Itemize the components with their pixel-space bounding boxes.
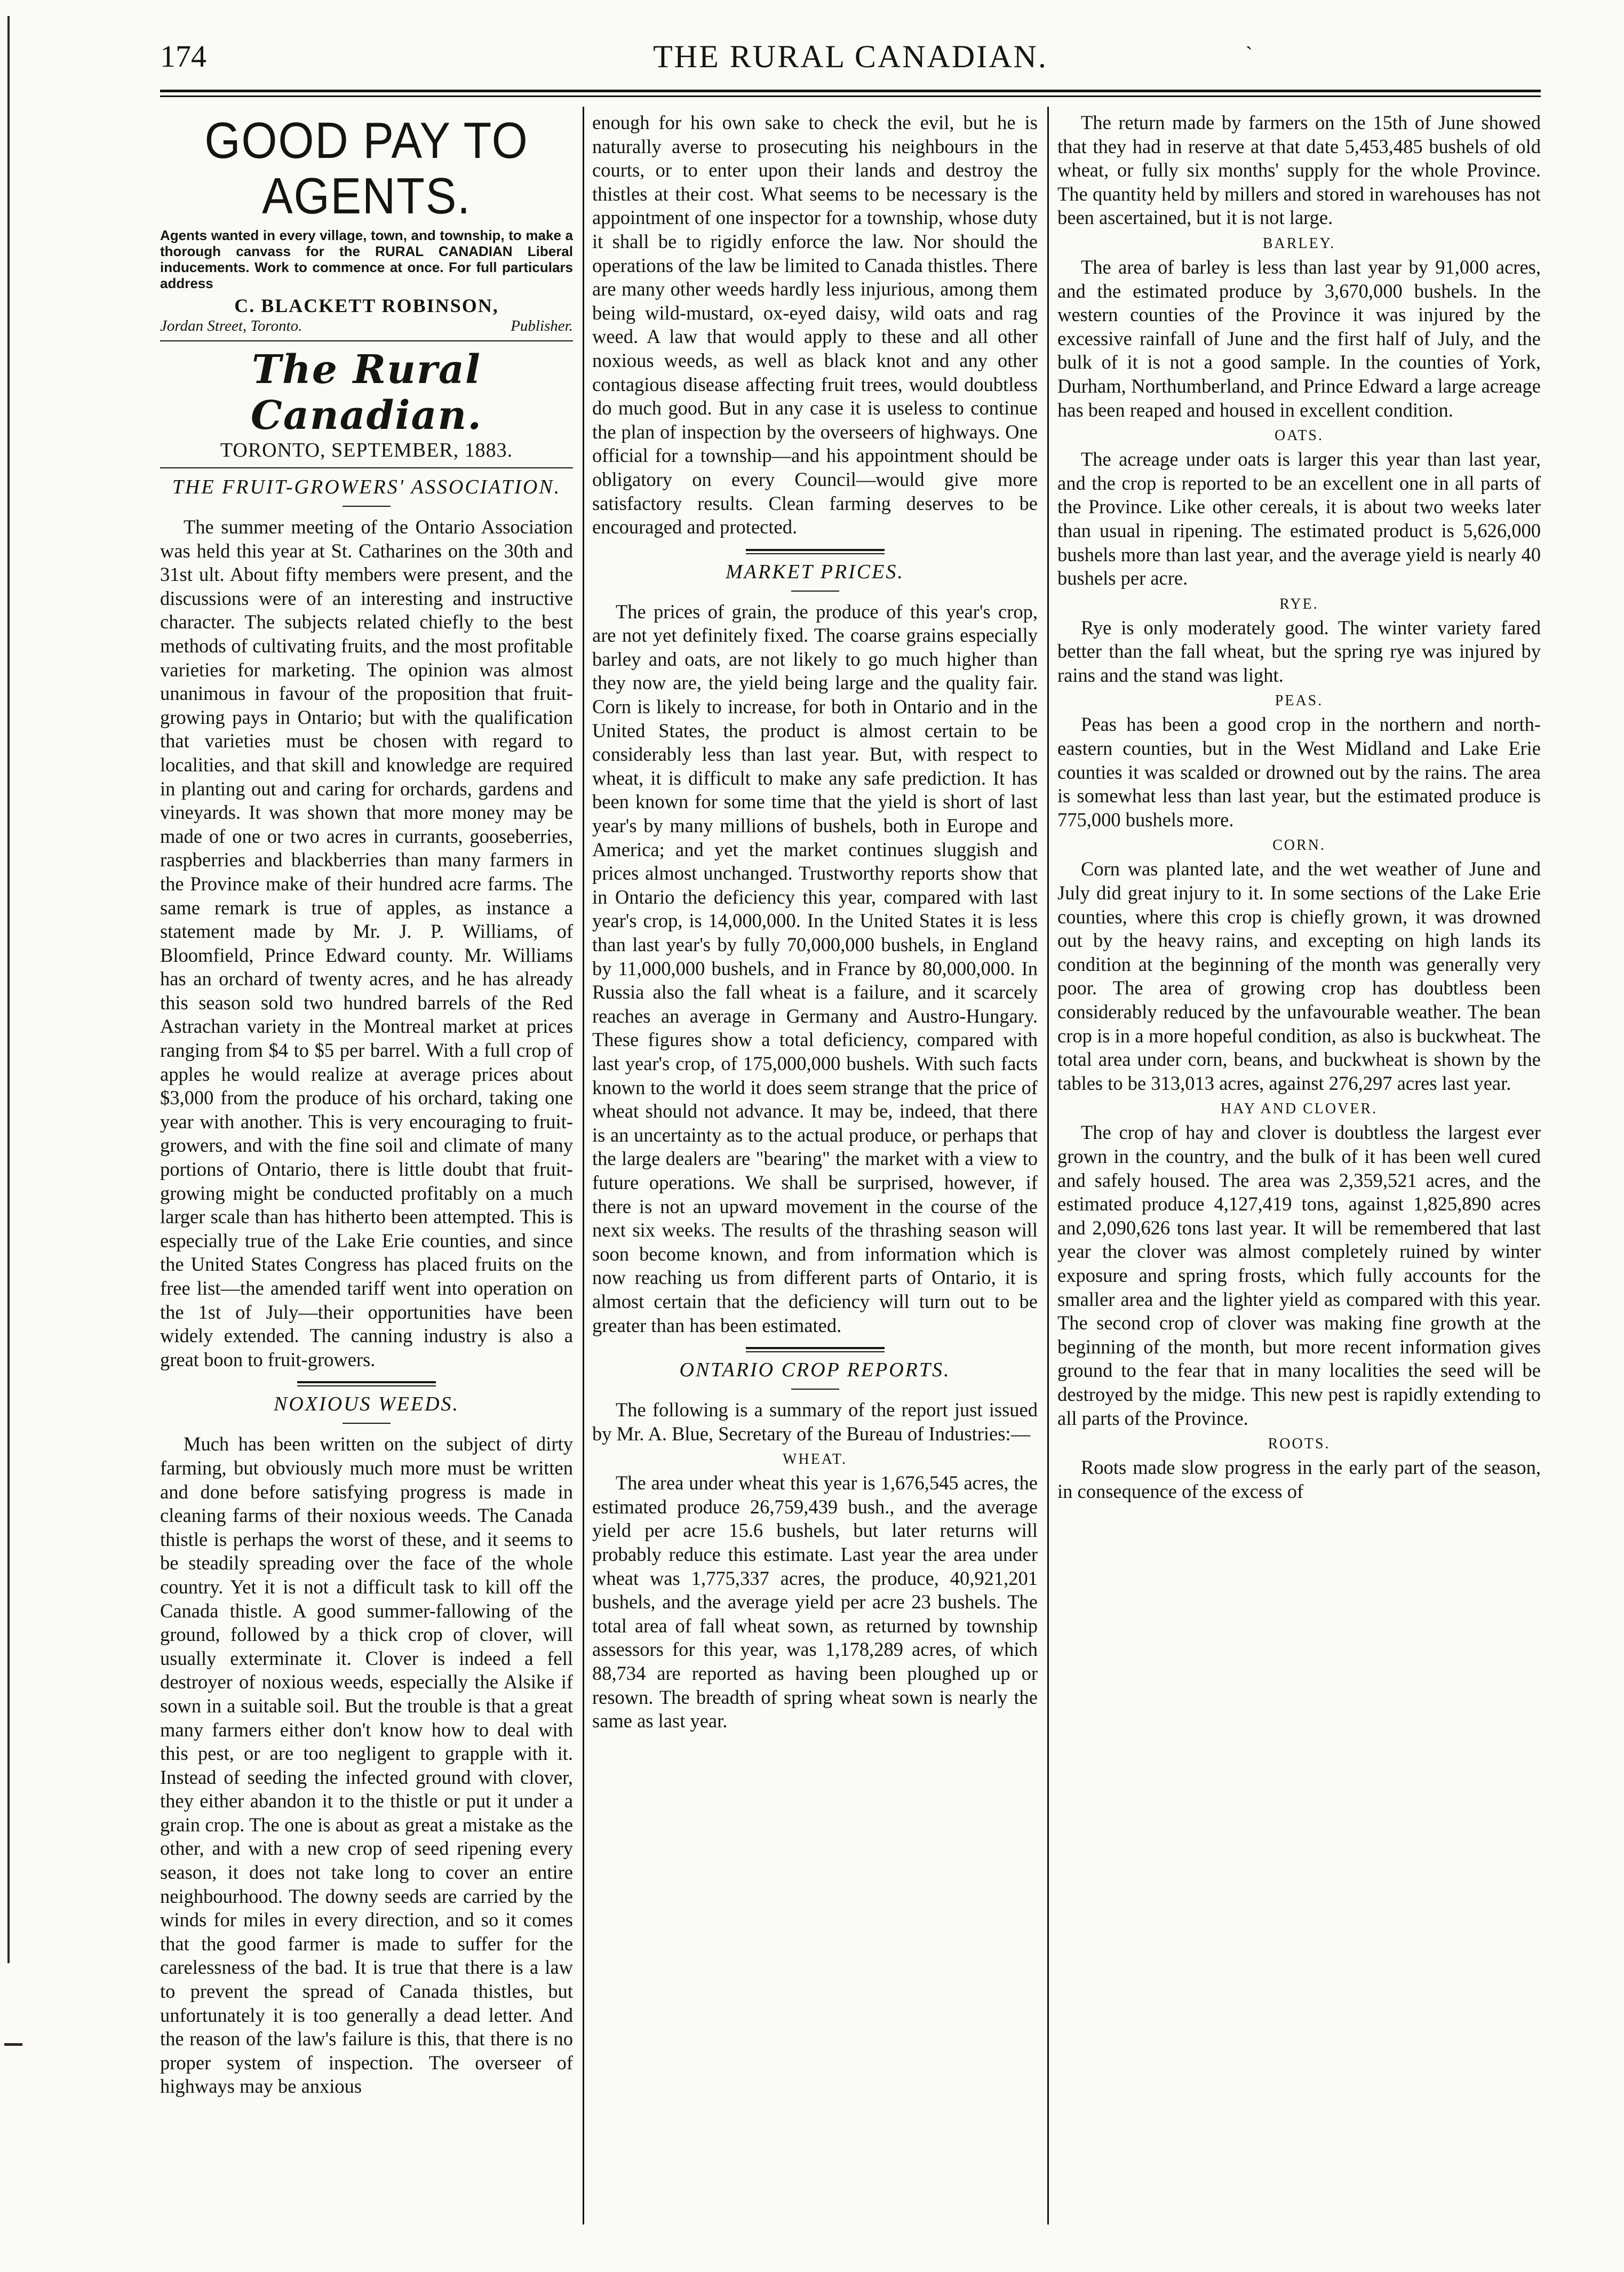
ad-address-row bbox=[160, 317, 573, 335]
masthead-title: The Rural Canadian. bbox=[251, 347, 482, 439]
stray-mark: ` bbox=[1245, 42, 1253, 66]
article-heading-fruit-growers: THE FRUIT-GROWERS' ASSOCIATION. bbox=[172, 476, 561, 498]
divider bbox=[160, 340, 573, 341]
ad-publisher: C. BLACKETT ROBINSON, bbox=[234, 295, 499, 316]
article-paragraph: The area under wheat this year is 1,676,545 acres, the estimated produce 26,759,439 bush., and the average yield per acre 15.6 bushels, but later returns will probably reduce this estimate. Last year the area under wheat was 1,775,337 acres, the produce, 40,921,201 bushels, and the average yield per acre 23 bushels. The total area of fall wheat sown, as returned by township assessors for this year, was 1,178,289 acres, of which 88,734 are reported as having been ploughed up or resown. The breadth of spring wheat sown is nearly the same as last year. bbox=[592, 1472, 1038, 1732]
column-3 bbox=[1057, 111, 1541, 1503]
article-separator bbox=[746, 549, 885, 554]
article-paragraph: The acreage under oats is larger this year than last year, and the crop is reported to be an excellent one in all parts of the Province. Like other cereals, it is about two weeks later than usual in ripening. The estimated product is 5,626,000 bushels more than last year, and the average yield is nearly 40 bushels per acre. bbox=[1057, 448, 1541, 589]
ad-title: GOOD PAY TO AGENTS. bbox=[204, 112, 529, 225]
article-paragraph: Rye is only moderately good. The winter variety fared better than the fall wheat, but the spring rye was injured by rains and the stand was light. bbox=[1057, 616, 1541, 686]
article-paragraph: The area of barley is less than last year by 91,000 acres, and the estimated produce by 3,670,000 bushels. In the western counties of the Province it was injured by the excessive rainfall of June and the first half of July, and the bulk of it is not a good sample. In the counties of York, Durham, Northumberland, and Prince Edward a large acreage has been reaped and housed in excellent condition. bbox=[1057, 256, 1541, 421]
ad-address: Jordan Street, Toronto. bbox=[160, 317, 302, 334]
article-paragraph: Roots made slow progress in the early part of the season, in consequence of the excess of bbox=[1057, 1456, 1541, 1502]
column-divider-2 bbox=[1047, 107, 1049, 2225]
page-header bbox=[160, 38, 1541, 81]
short-rule bbox=[343, 506, 391, 507]
subsection-heading-peas: PEAS. bbox=[1275, 692, 1324, 709]
agents-advertisement bbox=[160, 113, 573, 335]
article-heading-noxious-weeds: NOXIOUS WEEDS. bbox=[273, 1393, 460, 1416]
subsection-heading-hay-clover: HAY AND CLOVER. bbox=[1220, 1101, 1378, 1118]
running-head: THE RURAL CANADIAN. bbox=[653, 39, 1048, 74]
article-heading-market-prices: MARKET PRICES. bbox=[726, 560, 904, 583]
article-paragraph: Much has been written on the subject of dirty farming, but obviously much more must be written and done before satisfying progress is made in cleaning farms of their noxious weeds. The Canada thistle is perhaps the worst of these, and it seems to be steadily spreading over the face of the whole country. Yet it is not a difficult task to kill off the Canada thistle. A good summer-fallowing of the ground, followed by a thick crop of clover, will usually exterminate it. Clover is indeed a fell destroyer of noxious weeds, especially the Alsike if sown in a suitable soil. But the trouble is that a great many farmers either don't know how to deal with this pest, or are too negligent to grapple with it. Instead of seeding the infected ground with clover, they either abandon it to the thistle or put it under a grain crop. The one is about as great a mistake as the other, and with a new crop of seed ripening every season, it does not take long to cover an entire neighbourhood. The downy seeds are carried by the winds for miles in every direction, and so it comes that the good farmer is made to suffer for the carelessness of the bad. It is true that there is a law to prevent the spread of Canada thistles, but unfortunately it is too generally a dead letter. And the reason of the law's failure is this, that there is no proper system of inspection. The overseer of highways may be anxious bbox=[160, 1433, 573, 2098]
margin-mark bbox=[4, 2043, 22, 2046]
column-1 bbox=[160, 111, 573, 2099]
subsection-heading-wheat: WHEAT. bbox=[783, 1451, 847, 1468]
divider bbox=[160, 467, 573, 468]
article-separator bbox=[746, 1347, 885, 1352]
page-number: 174 bbox=[160, 39, 206, 74]
page-edge-line bbox=[7, 16, 10, 1963]
column-divider-1 bbox=[583, 107, 584, 2225]
dateline: TORONTO, SEPTEMBER, 1883. bbox=[220, 439, 513, 461]
column-2 bbox=[592, 111, 1038, 1733]
article-paragraph: The summer meeting of the Ontario Association was held this year at St. Catharines on the 30th and 31st ult. About fifty members were present, and the discussions were of an interesting and instructive character. The subjects related chiefly to the best methods of cultivating fruits, and the most profitable varieties for marketing. The opinion was almost unanimous in favour of the proposition that fruit-growing pays in Ontario; but with the qualification that varieties must be chosen with regard to localities, and that skill and knowledge are required in planting out and caring for orchards, gardens and vineyards. It was shown that more money may be made of one or two acres in currants, gooseberries, raspberries and blackberries than many farmers in the Province make of their hundred acre farms. The same remark is true of apples, as instance a statement made by Mr. J. P. Williams, of Bloomfield, Prince Edward county. Mr. Williams has an orchard of twenty acres, and he has already this season sold two hundred barrels of the Red Astrachan variety in the Montreal market at prices ranging from $4 to $5 per barrel. With a full crop of apples he would realize at average prices about $3,000 from the produce of his orchard, taking one year with another. This is very encouraging to fruit-growers, and with the fine soil and climate of many portions of Ontario, there is little doubt that fruit-growing might be conducted profitably on a much larger scale than has hitherto been attempted. This is especially true of the Lake Erie counties, and since the United States Congress has placed fruits on the free list—the amended tariff went into operation on the 1st of July—their opportunities have been widely extended. The canning industry is also a great boon to fruit-growers. bbox=[160, 516, 573, 1370]
ad-body: Agents wanted in every village, town, and township, to make a thorough canvass for the RURAL CANADIAN Liberal inducements. Work to commence at once. For full particulars address bbox=[160, 227, 573, 291]
short-rule bbox=[343, 1423, 391, 1424]
ad-role: Publisher. bbox=[511, 317, 573, 334]
article-paragraph: Corn was planted late, and the wet weather of June and July did great injury to it. In some sections of the Lake Erie counties, where this crop is chiefly grown, it was drowned out by the heavy rains, and excepting on high lands its condition at the beginning of the month was generally very poor. The area of growing crop has doubtless been considerably reduced by the unfavourable weather. The bean crop is in a more hopeful condition, as also is buckwheat. The total area under corn, beans, and buckwheat is shown by the tables to be 313,013 acres, against 276,297 acres last year. bbox=[1057, 858, 1541, 1094]
short-rule bbox=[791, 591, 839, 592]
header-rule bbox=[160, 90, 1541, 97]
short-rule bbox=[791, 1389, 839, 1390]
article-separator bbox=[297, 1381, 436, 1386]
subsection-heading-rye: RYE. bbox=[1279, 595, 1319, 612]
article-paragraph: The following is a summary of the report just issued by Mr. A. Blue, Secretary of the Bureau of Industries:— bbox=[592, 1399, 1038, 1445]
article-paragraph: The return made by farmers on the 15th of June showed that they had in reserve at that date 5,453,485 bushels of old wheat, or fully six months' supply for the whole Province. The quantity held by millers and stored in warehouses has not been ascertained, but it is not large. bbox=[1057, 111, 1541, 229]
article-heading-crop-reports: ONTARIO CROP REPORTS. bbox=[679, 1359, 951, 1382]
subsection-heading-roots: ROOTS. bbox=[1268, 1436, 1331, 1453]
article-paragraph: Peas has been a good crop in the northern and north-eastern counties, but in the West Midland and Lake Erie counties it was scalded or drowned out by the rains. The area is somewhat less than last year, but the estimated produce is 775,000 bushels more. bbox=[1057, 713, 1541, 831]
article-paragraph: The crop of hay and clover is doubtless the largest ever grown in the country, and the bulk of it has been well cured and safely housed. The area was 2,359,521 acres, and the estimated produce 4,127,419 tons, against 1,825,890 acres and 2,090,626 tons last year. It will be remembered that last year the clover was almost completely ruined by winter exposure and spring frosts, which fully accounts for the smaller area and the lighter yield as compared with this year. The second crop of clover was making fine growth at the beginning of the month, but more recent information gives ground to the fear that in many localities the seed will be destroyed by the midge. This new pest is rapidly extending to all parts of the Province. bbox=[1057, 1121, 1541, 1429]
article-paragraph: The prices of grain, the produce of this year's crop, are not yet definitely fixed. The coarse grains especially barley and oats, are not likely to go much higher than they now are, the yield being large and the quality fair. Corn is likely to increase, for both in Ontario and in the United States, the product is almost certain to be considerably less than last year. But, with respect to wheat, it is difficult to make any safe prediction. It has been known for some time that the yield is short of last year's by many millions of bushels, both in Europe and America; and yet the market continues sluggish and prices almost unchanged. Trustworthy reports show that in Ontario the deficiency this year, compared with last year's crop, is 14,000,000. In the United States it is less than last year's by fully 70,000,000 bushels, in England by 11,000,000 bushels, and in France by 80,000,000. In Russia also the fall wheat is a failure, and it scarcely reaches an average in Germany and Austro-Hungary. These figures show a total deficiency, compared with last year's crop, of 175,000,000 bushels. With such facts known to the world it does seem strange that the price of wheat should not advance. It may be, indeed, that there is an uncertainty as to the actual produce, or perhaps that the large dealers are "bearing" the market with a view to future operations. We shall be surprised, however, if there is not an upward movement in the course of the next six weeks. The results of the thrashing season will soon become known, and from information which is now reaching us from different parts of Ontario, it is almost certain that the deficiency will turn out to be greater than has been estimated. bbox=[592, 600, 1038, 1336]
subsection-heading-corn: CORN. bbox=[1272, 837, 1326, 854]
subsection-heading-oats: OATS. bbox=[1274, 427, 1324, 444]
article-paragraph-continued: enough for his own sake to check the evil, but he is naturally averse to prosecuting his neighbours in the courts, or to enter upon their lands and destroy the thistles at their cost. What seems to be necessary is the appointment of one inspector for a township, whose duty it shall be to rigidly enforce the law. Nor should the operations of the law be limited to Canada thistles. There are many other weeds hardly less injurious, among them being wild-mustard, ox-eyed daisy, wild oats and rag weed. A law that would apply to these and all other noxious weeds, as well as black knot and any other contagious disease affecting fruit trees, would doubtless do much good. But in any case it is useless to continue the plan of inspection by the overseers of highways. One official for a township—and his appointment should be obligatory on every Council—would give more satisfactory results. Clean farming deserves to be encouraged and protected. bbox=[592, 111, 1038, 538]
subsection-heading-barley: BARLEY. bbox=[1262, 235, 1336, 252]
